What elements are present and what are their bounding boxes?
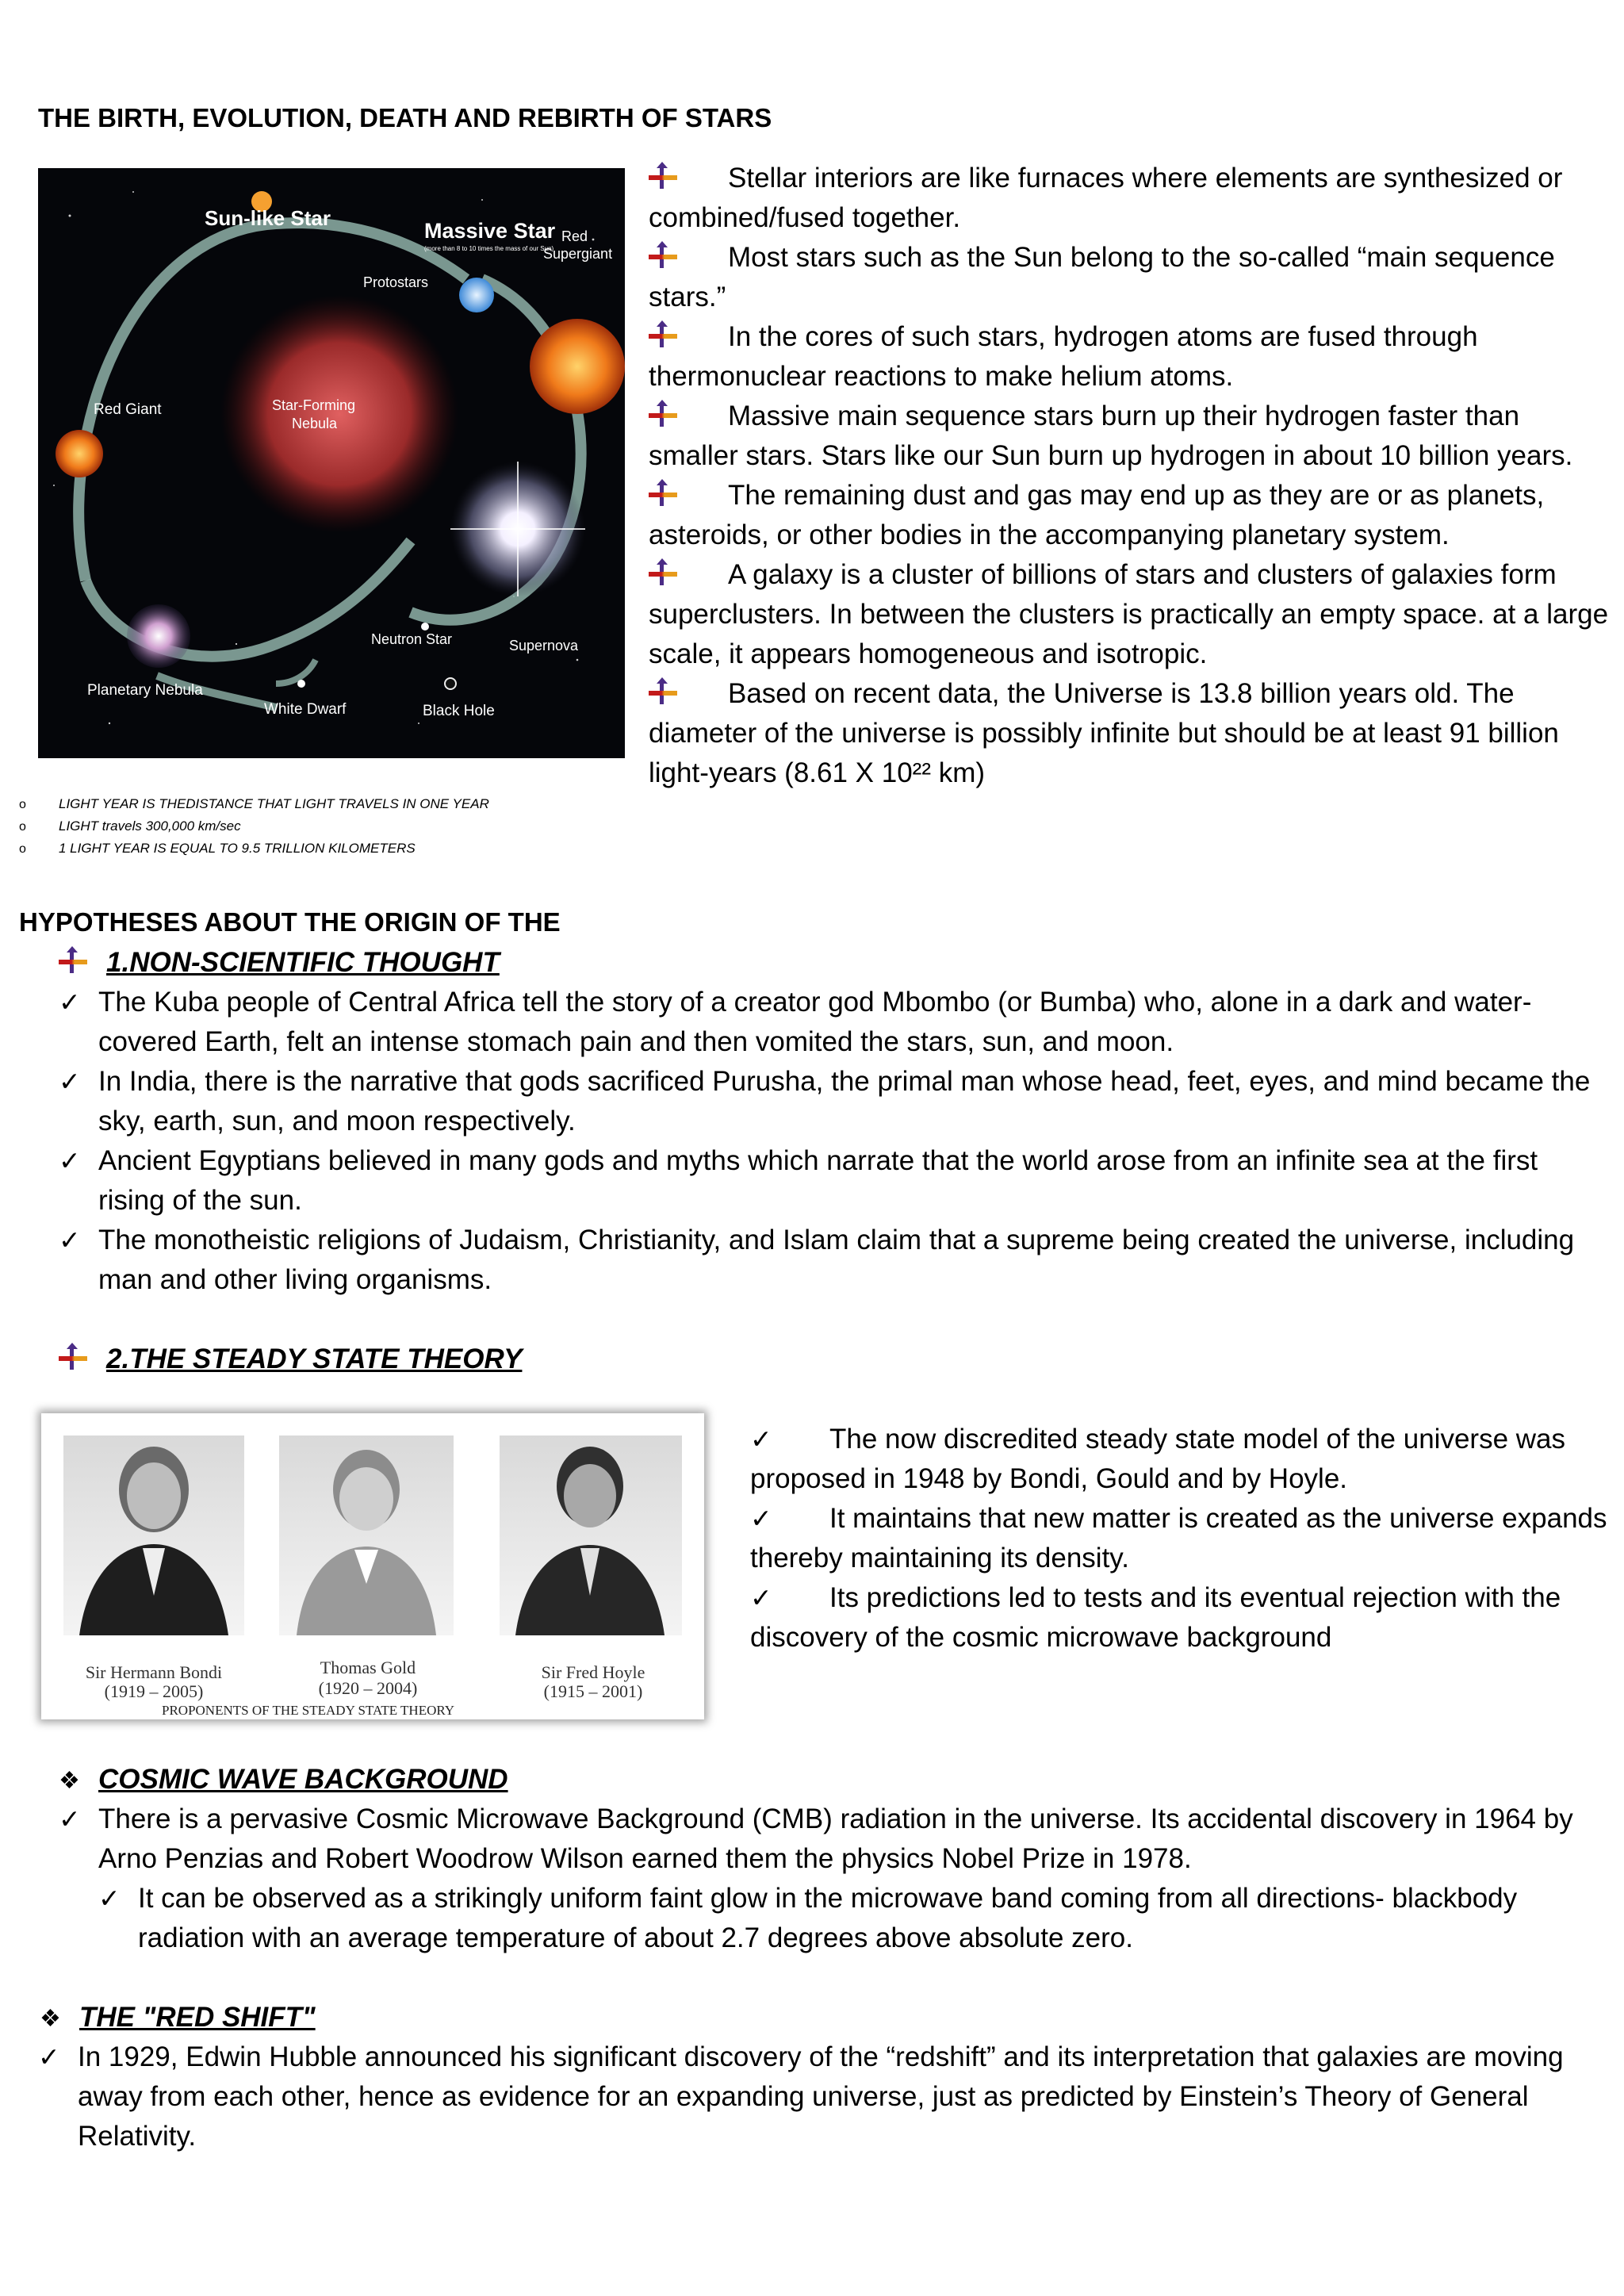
arrow-bullet-icon — [59, 949, 87, 975]
list-item: ✓ It can be observed as a strikingly uniform faint glow in the microwave band coming from all directions- blackbody radiation with an average temperature of about 2.7 degrees above absolute zero. — [98, 1879, 1597, 1958]
list-item: ✓ The Kuba people of Central Africa tell the story of a creator god Mbombo (or Bumba) who, alone in a dark and water-covered Earth, felt an intense stomach pain and then vomited the stars, sun, and moon. — [59, 983, 1597, 1062]
list-item: ✓ The monotheistic religions of Judaism, Christianity, and Islam claim that a supreme being created the universe, including man and other living organisms. — [59, 1221, 1597, 1300]
arrow-bullet-icon — [649, 403, 677, 428]
bondi-years: (1919 – 2005) — [104, 1681, 204, 1701]
cosmic-list — [59, 1800, 1597, 1879]
steady-state-points — [750, 1420, 1614, 1658]
light-year-notes — [19, 793, 489, 860]
cosmic-heading-row — [59, 1760, 508, 1801]
star-forming-nebula-shape — [220, 295, 458, 533]
non-scientific-list — [59, 983, 1597, 1300]
photo-caption: PROPONENTS OF THE STEADY STATE THEORY — [162, 1703, 455, 1718]
stars-point: Stellar interiors are like furnaces where elements are synthesized or combined/fused together. — [649, 163, 1563, 233]
steady-state-point: ✓ It maintains that new matter is created as the universe expands thereby maintaining its density. — [750, 1499, 1614, 1578]
label-supernova: Supernova — [509, 638, 579, 654]
arrow-bullet-icon — [649, 680, 677, 706]
non-scientific-heading-row — [59, 943, 500, 983]
note-item: o LIGHT travels 300,000 km/sec — [19, 815, 489, 838]
check-icon: ✓ — [59, 1067, 81, 1096]
circle-bullet-icon: o — [19, 798, 26, 811]
steady-state-point: ✓ Its predictions led to tests and its eventual rejection with the discovery of the cosmic microwave background — [750, 1578, 1614, 1658]
stars-point: Based on recent data, the Universe is 13.8 billion years old. The diameter of the universe is possibly infinite but should be at least 91 billion light-years (8.61 X 10²² km) — [649, 678, 1559, 788]
check-icon: ✓ — [750, 1424, 772, 1454]
stars-point: Massive main sequence stars burn up their hydrogen faster than smaller stars. Stars like our Sun burn up hydrogen in about 10 billion years. — [649, 401, 1573, 471]
proponents-photo-art — [41, 1413, 704, 1719]
list-item: ✓ There is a pervasive Cosmic Microwave Background (CMB) radiation in the universe. Its accidental discovery in 1964 by Arno Penzias and Robert Woodrow Wilson earned them the physics Nobel Prize in 1978. — [59, 1800, 1597, 1879]
diamond-bullet-icon: ❖ — [59, 1768, 80, 1794]
non-scientific-heading: 1.NON-SCIENTIFIC THOUGHT — [106, 947, 500, 978]
stars-point: In the cores of such stars, hydrogen atoms are fused through thermonuclear reactions to make helium atoms. — [649, 321, 1478, 392]
note-item: o LIGHT YEAR IS THEDISTANCE THAT LIGHT TRAVELS IN ONE YEAR — [19, 793, 489, 815]
redshift-heading-row — [40, 1998, 316, 2039]
stars-point: The remaining dust and gas may end up as they are or as planets, asteroids, or other bodies in the accompanying planetary system. — [649, 480, 1545, 550]
label-planetary-nebula: Planetary Nebula — [87, 682, 203, 699]
page-title: THE BIRTH, EVOLUTION, DEATH AND REBIRTH OF STARS — [38, 103, 772, 132]
check-icon: ✓ — [59, 1804, 81, 1834]
arrow-bullet-icon — [649, 165, 677, 190]
diamond-bullet-icon: ❖ — [40, 2006, 61, 2032]
arrow-bullet-icon — [649, 324, 677, 349]
cosmic-heading: COSMIC WAVE BACKGROUND — [98, 1764, 508, 1795]
redshift-heading: THE "RED SHIFT" — [79, 2002, 316, 2033]
bondi-name: Sir Hermann Bondi — [85, 1662, 223, 1682]
arrow-bullet-icon — [649, 244, 677, 270]
steady-state-heading-row — [59, 1340, 522, 1379]
gold-name: Thomas Gold — [320, 1658, 416, 1677]
planetary-nebula-shape — [127, 604, 190, 668]
label-red-giant: Red Giant — [94, 401, 162, 418]
list-item: ✓ Ancient Egyptians believed in many gods and myths which narrate that the world arose from an infinite sea at the first rising of the sun. — [59, 1141, 1597, 1221]
redshift-list — [38, 2037, 1592, 2156]
arrow-bullet-icon — [649, 482, 677, 508]
check-icon: ✓ — [750, 1504, 772, 1533]
gold-years: (1920 – 2004) — [318, 1678, 418, 1698]
label-nebula-2: Nebula — [292, 416, 338, 431]
red-giant-shape — [56, 430, 103, 477]
label-sun-like-star: Sun-like Star — [205, 206, 331, 230]
check-icon: ✓ — [59, 987, 81, 1017]
check-icon: ✓ — [750, 1583, 772, 1612]
circle-bullet-icon: o — [19, 842, 26, 856]
check-icon: ✓ — [98, 1884, 121, 1913]
label-massive-star: Massive Star — [424, 219, 556, 243]
label-red-supergiant-1: Red — [561, 228, 588, 244]
stars-points — [649, 159, 1616, 793]
hypotheses-heading: HYPOTHESES ABOUT THE ORIGIN OF THE — [19, 907, 561, 937]
list-item: ✓ In 1929, Edwin Hubble announced his significant discovery of the “redshift” and its interpretation that galaxies are moving away from each other, hence as evidence for an expanding universe, just as predicted by Einstein’s Theory of General Relativity. — [38, 2037, 1592, 2156]
cosmic-sublist — [98, 1879, 1597, 1958]
lifecycle-diagram — [38, 168, 625, 758]
arrow-bullet-icon — [59, 1346, 87, 1371]
check-icon: ✓ — [59, 1146, 81, 1175]
label-neutron-star: Neutron Star — [371, 631, 453, 647]
steady-state-point: ✓ The now discredited steady state model of the universe was proposed in 1948 by Bondi, Gould and by Hoyle. — [750, 1420, 1614, 1499]
label-massive-star-sub: (more than 8 to 10 times the mass of our Sun) — [424, 245, 554, 252]
circle-bullet-icon: o — [19, 820, 26, 834]
steady-state-heading: 2.THE STEADY STATE THEORY — [106, 1343, 523, 1374]
arrow-bullet-icon — [649, 562, 677, 587]
list-item: ✓ In India, there is the narrative that gods sacrificed Purusha, the primal man whose head, feet, eyes, and mind became the sky, earth, sun, and moon respectively. — [59, 1062, 1597, 1141]
red-supergiant-shape — [530, 319, 625, 414]
label-protostars: Protostars — [363, 274, 429, 290]
label-white-dwarf: White Dwarf — [264, 701, 347, 718]
check-icon: ✓ — [59, 1225, 81, 1255]
label-red-supergiant-2: Supergiant — [543, 246, 613, 262]
hoyle-name: Sir Fred Hoyle — [541, 1662, 645, 1682]
stars-point: Most stars such as the Sun belong to the so-called “main sequence stars.” — [649, 242, 1555, 312]
label-black-hole: Black Hole — [423, 703, 495, 719]
note-item: o 1 LIGHT YEAR IS EQUAL TO 9.5 TRILLION KILOMETERS — [19, 838, 489, 860]
stars-point: A galaxy is a cluster of billions of stars and clusters of galaxies form superclusters. In between the clusters is practically an empty space. at a large scale, it appears homogeneous and isotropic. — [649, 559, 1609, 669]
check-icon: ✓ — [38, 2042, 60, 2072]
hoyle-years: (1915 – 2001) — [543, 1681, 643, 1701]
label-nebula-1: Star-Forming — [272, 397, 356, 413]
stellar-lifecycle-image — [38, 168, 625, 758]
steady-state-proponents-photo — [41, 1413, 704, 1719]
